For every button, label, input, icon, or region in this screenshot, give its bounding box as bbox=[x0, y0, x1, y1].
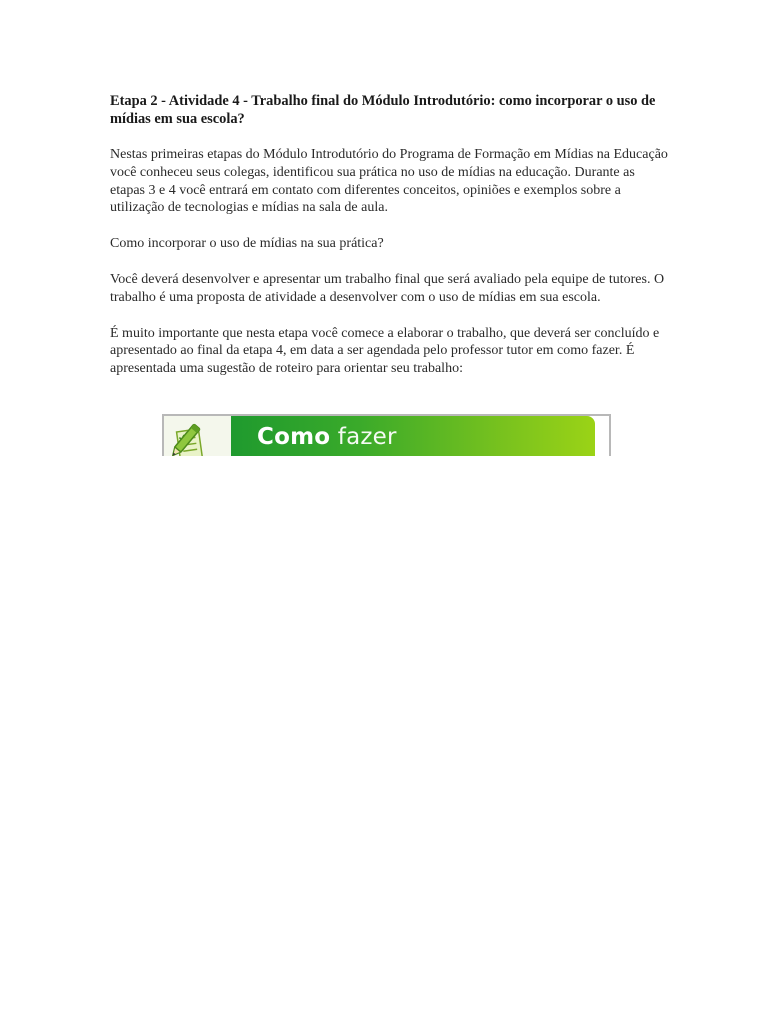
como-fazer-banner bbox=[162, 414, 611, 456]
pencil-checklist-icon bbox=[164, 416, 231, 456]
paragraph-question: Como incorporar o uso de mídias na sua prática? bbox=[110, 236, 384, 252]
banner-heading bbox=[257, 424, 397, 450]
banner-icon-area bbox=[164, 416, 231, 456]
banner-word-fazer: fazer bbox=[337, 424, 397, 450]
document-title: Etapa 2 - Atividade 4 - Trabalho final do Módulo Introdutório: como incorporar o uso de mídias em sua escola? bbox=[110, 93, 656, 127]
banner-green-bar bbox=[231, 416, 595, 456]
banner-frame bbox=[162, 414, 611, 456]
banner-word-como: Como bbox=[257, 424, 331, 450]
paragraph-assignment: Você deverá desenvolver e apresentar um trabalho final que será avaliado pela equipe de tutores. O trabalho é uma proposta de atividade a desenvolver com o uso de mídias em sua escola. bbox=[110, 271, 665, 305]
paragraph-intro: Nestas primeiras etapas do Módulo Introdutório do Programa de Formação em Mídias na Educação você conheceu seus colegas, identificou sua prática no uso de mídias na educação. Durante as etapas 3 e 4 você entrará em contato com diferentes conceitos, opiniões e exemplos sobre a utilização de tecnologias e mídias na sala de aula. bbox=[110, 147, 668, 216]
document-body bbox=[110, 92, 670, 396]
paragraph-instructions: É muito importante que nesta etapa você comece a elaborar o trabalho, que deverá ser concluído e apresentado ao final da etapa 4, em data a ser agendada pelo professor tutor em como fazer. É apresentada uma sugestão de roteiro para orientar seu trabalho: bbox=[110, 325, 660, 377]
